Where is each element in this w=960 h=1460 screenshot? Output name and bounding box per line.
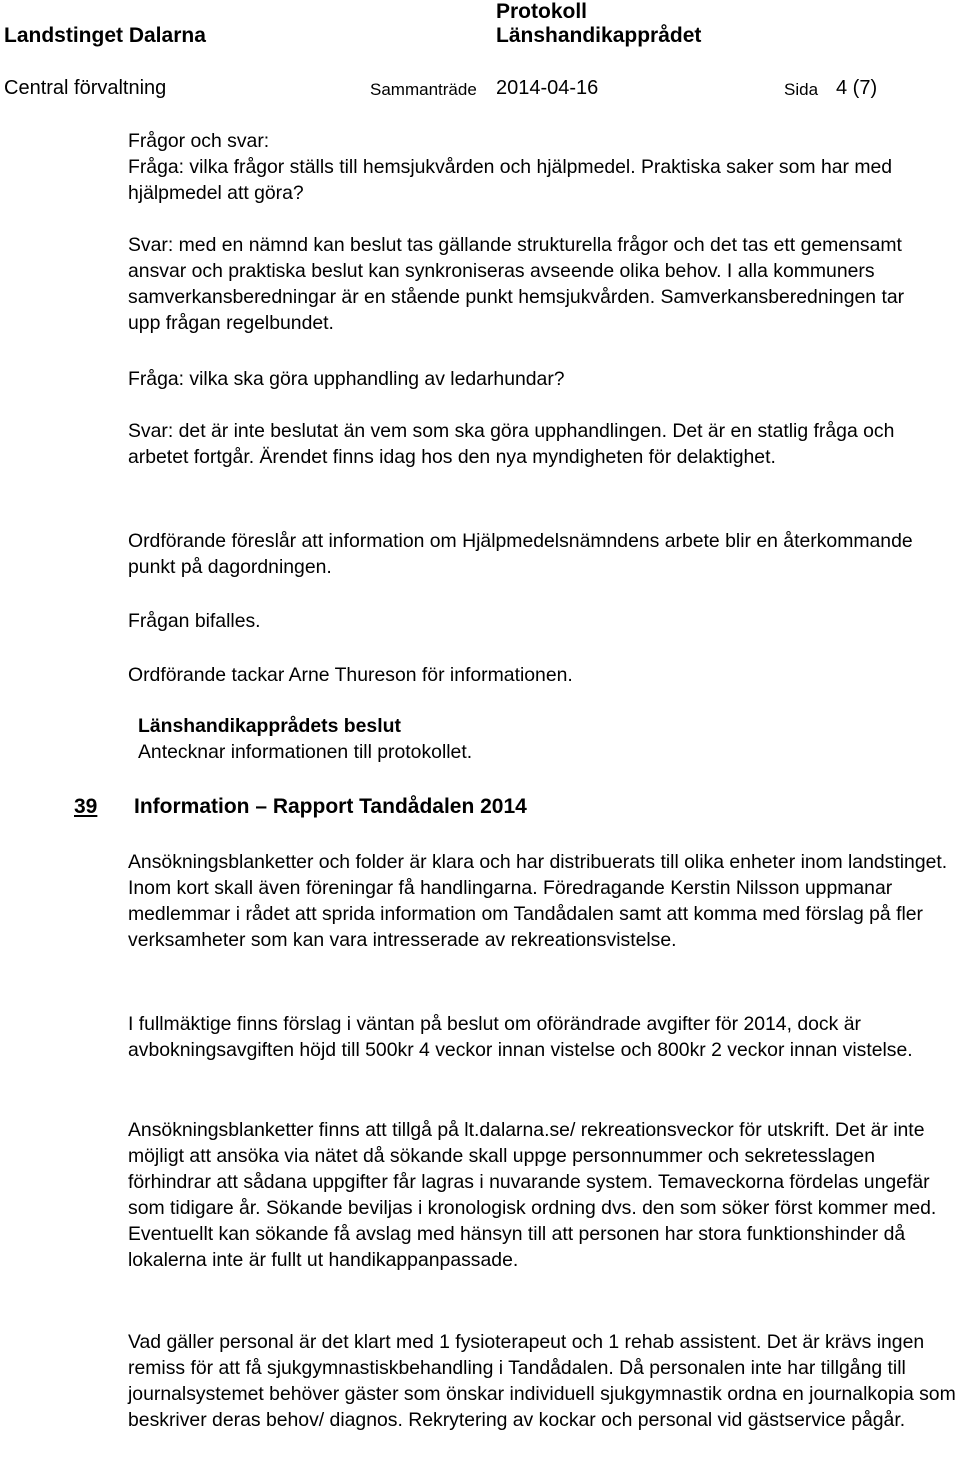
answer-1: Svar: med en nämnd kan beslut tas gällande strukturella frågor och det tas ett gemensamt ansvar och praktiska beslut kan synkroniseras avseende olika behov. I alla kommuners samverkansberedningar är en stående punkt hemsjukvården. Samverkansberedningen tar upp frågan regelbundet.	[128, 234, 905, 334]
section-paragraph-3: Ansökningsblanketter finns att tillgå på lt.dalarna.se/ rekreationsveckor för utskrift. Det är inte möjligt att ansöka via nätet då sökande skall uppge personnummer och sekretesslagen förhindrar att sådana uppgifter får lagras i nuvarande system. Temaveckorna fördelas ungefär som tidigare år. Sökande beviljas i kronologisk ordning dvs. den som söker först kommer med. Eventuellt kan sökande få avslag med hänsyn till att personen har stora funktionshinder då lokalerna inte är fullt ut handikappanpassade.	[128, 1119, 937, 1271]
section-paragraph-4: Vad gäller personal är det klart med 1 fysioterapeut och 1 rehab assistent. Det är krävs ingen remiss för att få sjukgymnastiskbehandling i Tandådalen. Då personalen inte har tillgång till journalsystemet behöver gäster som önskar individuell sjukgymnastik ordna en journalkopia som beskriver deras behov/ diagnos. Rekrytering av kockar och personal vid gästservice pågår.	[128, 1331, 956, 1431]
answer-2: Svar: det är inte beslutat än vem som ska göra upphandlingen. Det är en statlig fråga och arbetet fortgår. Ärendet finns idag hos den nya myndigheten för delaktighet.	[128, 420, 895, 468]
org-name: Landstinget Dalarna	[4, 24, 206, 47]
meeting-label: Sammanträde	[370, 80, 477, 99]
question-1: Fråga: vilka frågor ställs till hemsjukvården och hjälpmedel. Praktiska saker som har med hjälpmedel att göra?	[128, 156, 893, 204]
qa-block	[128, 128, 958, 206]
proposal: Ordförande föreslår att information om Hjälpmedelsnämndens arbete blir en återkommande punkt på dagordningen.	[128, 530, 913, 578]
question-2: Fråga: vilka ska göra upphandling av ledarhundar?	[128, 368, 565, 390]
page-number: 4 (7)	[836, 77, 878, 99]
section-number: 39	[74, 795, 98, 818]
qa-heading: Frågor och svar:	[128, 130, 270, 152]
section-heading	[74, 795, 527, 819]
section-title: Information – Rapport Tandådalen 2014	[134, 795, 527, 818]
thanks: Ordförande tackar Arne Thureson för informationen.	[128, 664, 573, 686]
committee-name: Länshandikapprådet	[496, 24, 702, 47]
page-label: Sida	[784, 80, 819, 99]
decision-text: Antecknar informationen till protokollet.	[138, 741, 473, 763]
meeting-date: 2014-04-16	[496, 77, 599, 99]
decision-heading: Länshandikapprådets beslut	[138, 715, 401, 737]
section-paragraph-2: I fullmäktige finns förslag i väntan på beslut om oförändrade avgifter för 2014, dock är avbokningsavgiften höjd till 500kr 4 veckor innan vistelse och 800kr 2 veckor innan vistelse.	[128, 1013, 913, 1061]
department: Central förvaltning	[4, 77, 167, 99]
section-paragraph-1: Ansökningsblanketter och folder är klara och har distribuerats till olika enheter inom landstinget. Inom kort skall även föreningar få handlingarna. Föredragande Kerstin Nilsson uppmanar medlemmar i rådet att sprida information om Tandådalen samt att komma med förslag på fler verksamheter som kan vara intresserade av rekreationsvistelse.	[128, 851, 948, 951]
doc-type: Protokoll	[496, 0, 588, 23]
granted: Frågan bifalles.	[128, 610, 261, 632]
